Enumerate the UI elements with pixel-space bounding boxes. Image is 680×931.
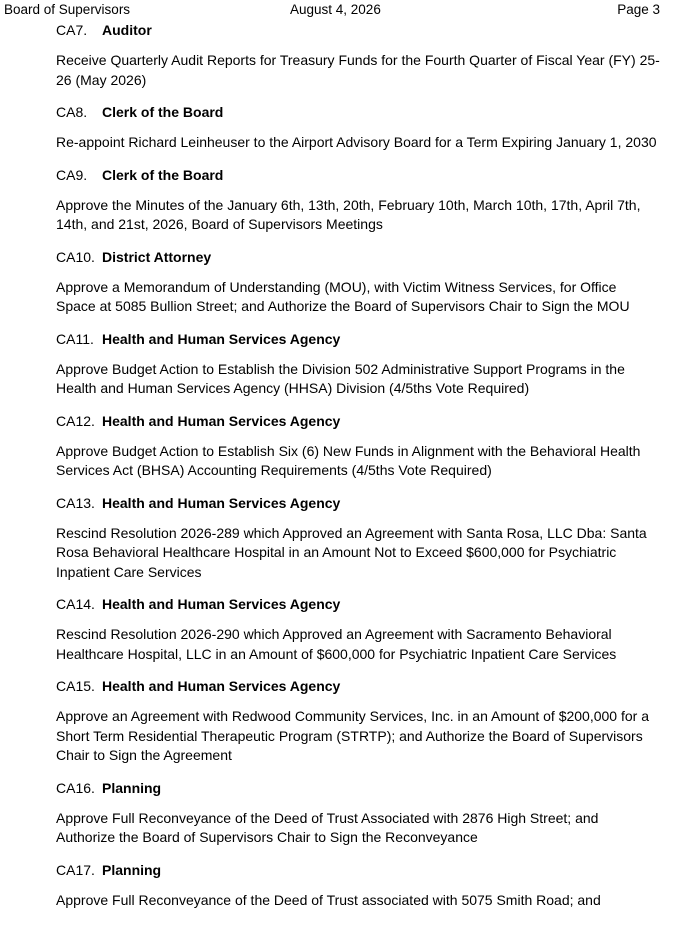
agenda-item-description: Approve Budget Action to Establish Six (6) New Funds in Alignment with the Behavioral Health Services Act (BHSA) Accounting Requirements (4/5ths Vote Required) bbox=[56, 442, 641, 478]
agenda-item-heading bbox=[56, 594, 660, 614]
consent-agenda-list bbox=[56, 20, 660, 922]
agenda-item-number: CA15. bbox=[56, 678, 95, 694]
agenda-item-description: Approve an Agreement with Redwood Community Services, Inc. in an Amount of $200,000 for a Short Term Residential Therapeutic Program (STRTP); and Authorize the Board of Supervisors Chair to Sign the Agreement bbox=[56, 708, 649, 763]
agenda-item-department: Health and Human Services Agency bbox=[102, 678, 341, 694]
agenda-item-number: CA8. bbox=[56, 104, 88, 120]
agenda-item-number: CA14. bbox=[56, 596, 95, 612]
agenda-item-description: Approve Budget Action to Establish the Division 502 Administrative Support Programs in the Health and Human Services Agency (HHSA) Division (4/5ths Vote Required) bbox=[56, 360, 625, 396]
agenda-item-description: Rescind Resolution 2026-289 which Approved an Agreement with Santa Rosa, LLC Dba: Santa Rosa Behavioral Healthcare Hospital in an Amount Not to Exceed $600,000 for Psychiatric Inpatient Care Services bbox=[56, 524, 647, 580]
agenda-item-number: CA17. bbox=[56, 861, 95, 878]
agenda-item-number: CA12. bbox=[56, 412, 95, 429]
agenda-item-ca17 bbox=[56, 860, 660, 911]
agenda-item-department: District Attorney bbox=[102, 248, 212, 265]
agenda-item-heading bbox=[56, 493, 660, 513]
agenda-item-heading bbox=[56, 329, 660, 349]
agenda-item-description: Approve the Minutes of the January 6th, 13th, 20th, February 10th, March 10th, 17th, April 7th, 14th, and 21st, 2026, Board of Supervisors Meetings bbox=[56, 196, 641, 232]
agenda-item-description: Approve Full Reconveyance of the Deed of Trust associated with 5075 Smith Road; and bbox=[56, 891, 601, 908]
agenda-item-heading bbox=[56, 778, 660, 798]
agenda-item-ca11 bbox=[56, 329, 660, 399]
agenda-item-ca9 bbox=[56, 165, 660, 235]
page-header bbox=[0, 0, 680, 20]
agenda-item-description: Approve Full Reconveyance of the Deed of Trust Associated with 2876 High Street; and Authorize the Board of Supervisors Chair to Sign the Reconveyance bbox=[56, 809, 599, 845]
agenda-item-ca14 bbox=[56, 594, 660, 664]
agenda-item-description: Approve a Memorandum of Understanding (MOU), with Victim Witness Services, for Office Space at 5085 Bullion Street; and Authorize the Board of Supervisors Chair to Sign the MOU bbox=[56, 278, 630, 314]
agenda-item-heading bbox=[56, 411, 660, 431]
agenda-item-department: Planning bbox=[102, 779, 162, 796]
agenda-item-number: CA7. bbox=[56, 22, 88, 38]
agenda-item-description: Re-appoint Richard Leinheuser to the Airport Advisory Board for a Term Expiring January 1, 2030 bbox=[56, 134, 657, 150]
agenda-item-heading bbox=[56, 676, 660, 696]
agenda-item-department: Health and Human Services Agency bbox=[102, 494, 341, 511]
agenda-item-number: CA16. bbox=[56, 779, 95, 796]
agenda-item-number: CA9. bbox=[56, 166, 88, 183]
agenda-item-ca7 bbox=[56, 20, 660, 90]
header-board-name: Board of Supervisors bbox=[4, 2, 131, 17]
agenda-item-heading bbox=[56, 860, 660, 880]
agenda-item-department: Planning bbox=[102, 861, 162, 878]
agenda-item-department: Health and Human Services Agency bbox=[102, 330, 341, 347]
header-page-number: Page 3 bbox=[617, 2, 660, 17]
agenda-item-ca10 bbox=[56, 247, 660, 317]
agenda-item-department: Clerk of the Board bbox=[102, 104, 224, 120]
agenda-item-ca13 bbox=[56, 493, 660, 583]
agenda-item-ca8 bbox=[56, 102, 660, 153]
agenda-item-ca16 bbox=[56, 778, 660, 848]
agenda-item-department: Health and Human Services Agency bbox=[102, 596, 341, 612]
agenda-item-description: Rescind Resolution 2026-290 which Approved an Agreement with Sacramento Behavioral Healthcare Hospital, LLC in an Amount of $600,000 for Psychiatric Inpatient Care Services bbox=[56, 626, 617, 662]
header-meeting-date: August 4, 2026 bbox=[290, 2, 381, 17]
agenda-item-ca15 bbox=[56, 676, 660, 766]
agenda-item-number: CA13. bbox=[56, 494, 95, 511]
agenda-item-department: Auditor bbox=[102, 22, 152, 38]
agenda-item-description: Receive Quarterly Audit Reports for Treasury Funds for the Fourth Quarter of Fiscal Year (FY) 25-26 (May 2026) bbox=[56, 52, 660, 88]
agenda-item-number: CA11. bbox=[56, 330, 94, 347]
agenda-item-heading bbox=[56, 20, 660, 40]
agenda-item-ca12 bbox=[56, 411, 660, 481]
agenda-item-heading bbox=[56, 102, 660, 122]
agenda-item-heading bbox=[56, 165, 660, 185]
agenda-item-department: Health and Human Services Agency bbox=[102, 412, 341, 429]
agenda-item-number: CA10. bbox=[56, 248, 95, 265]
agenda-item-heading bbox=[56, 247, 660, 267]
agenda-item-department: Clerk of the Board bbox=[102, 166, 224, 183]
